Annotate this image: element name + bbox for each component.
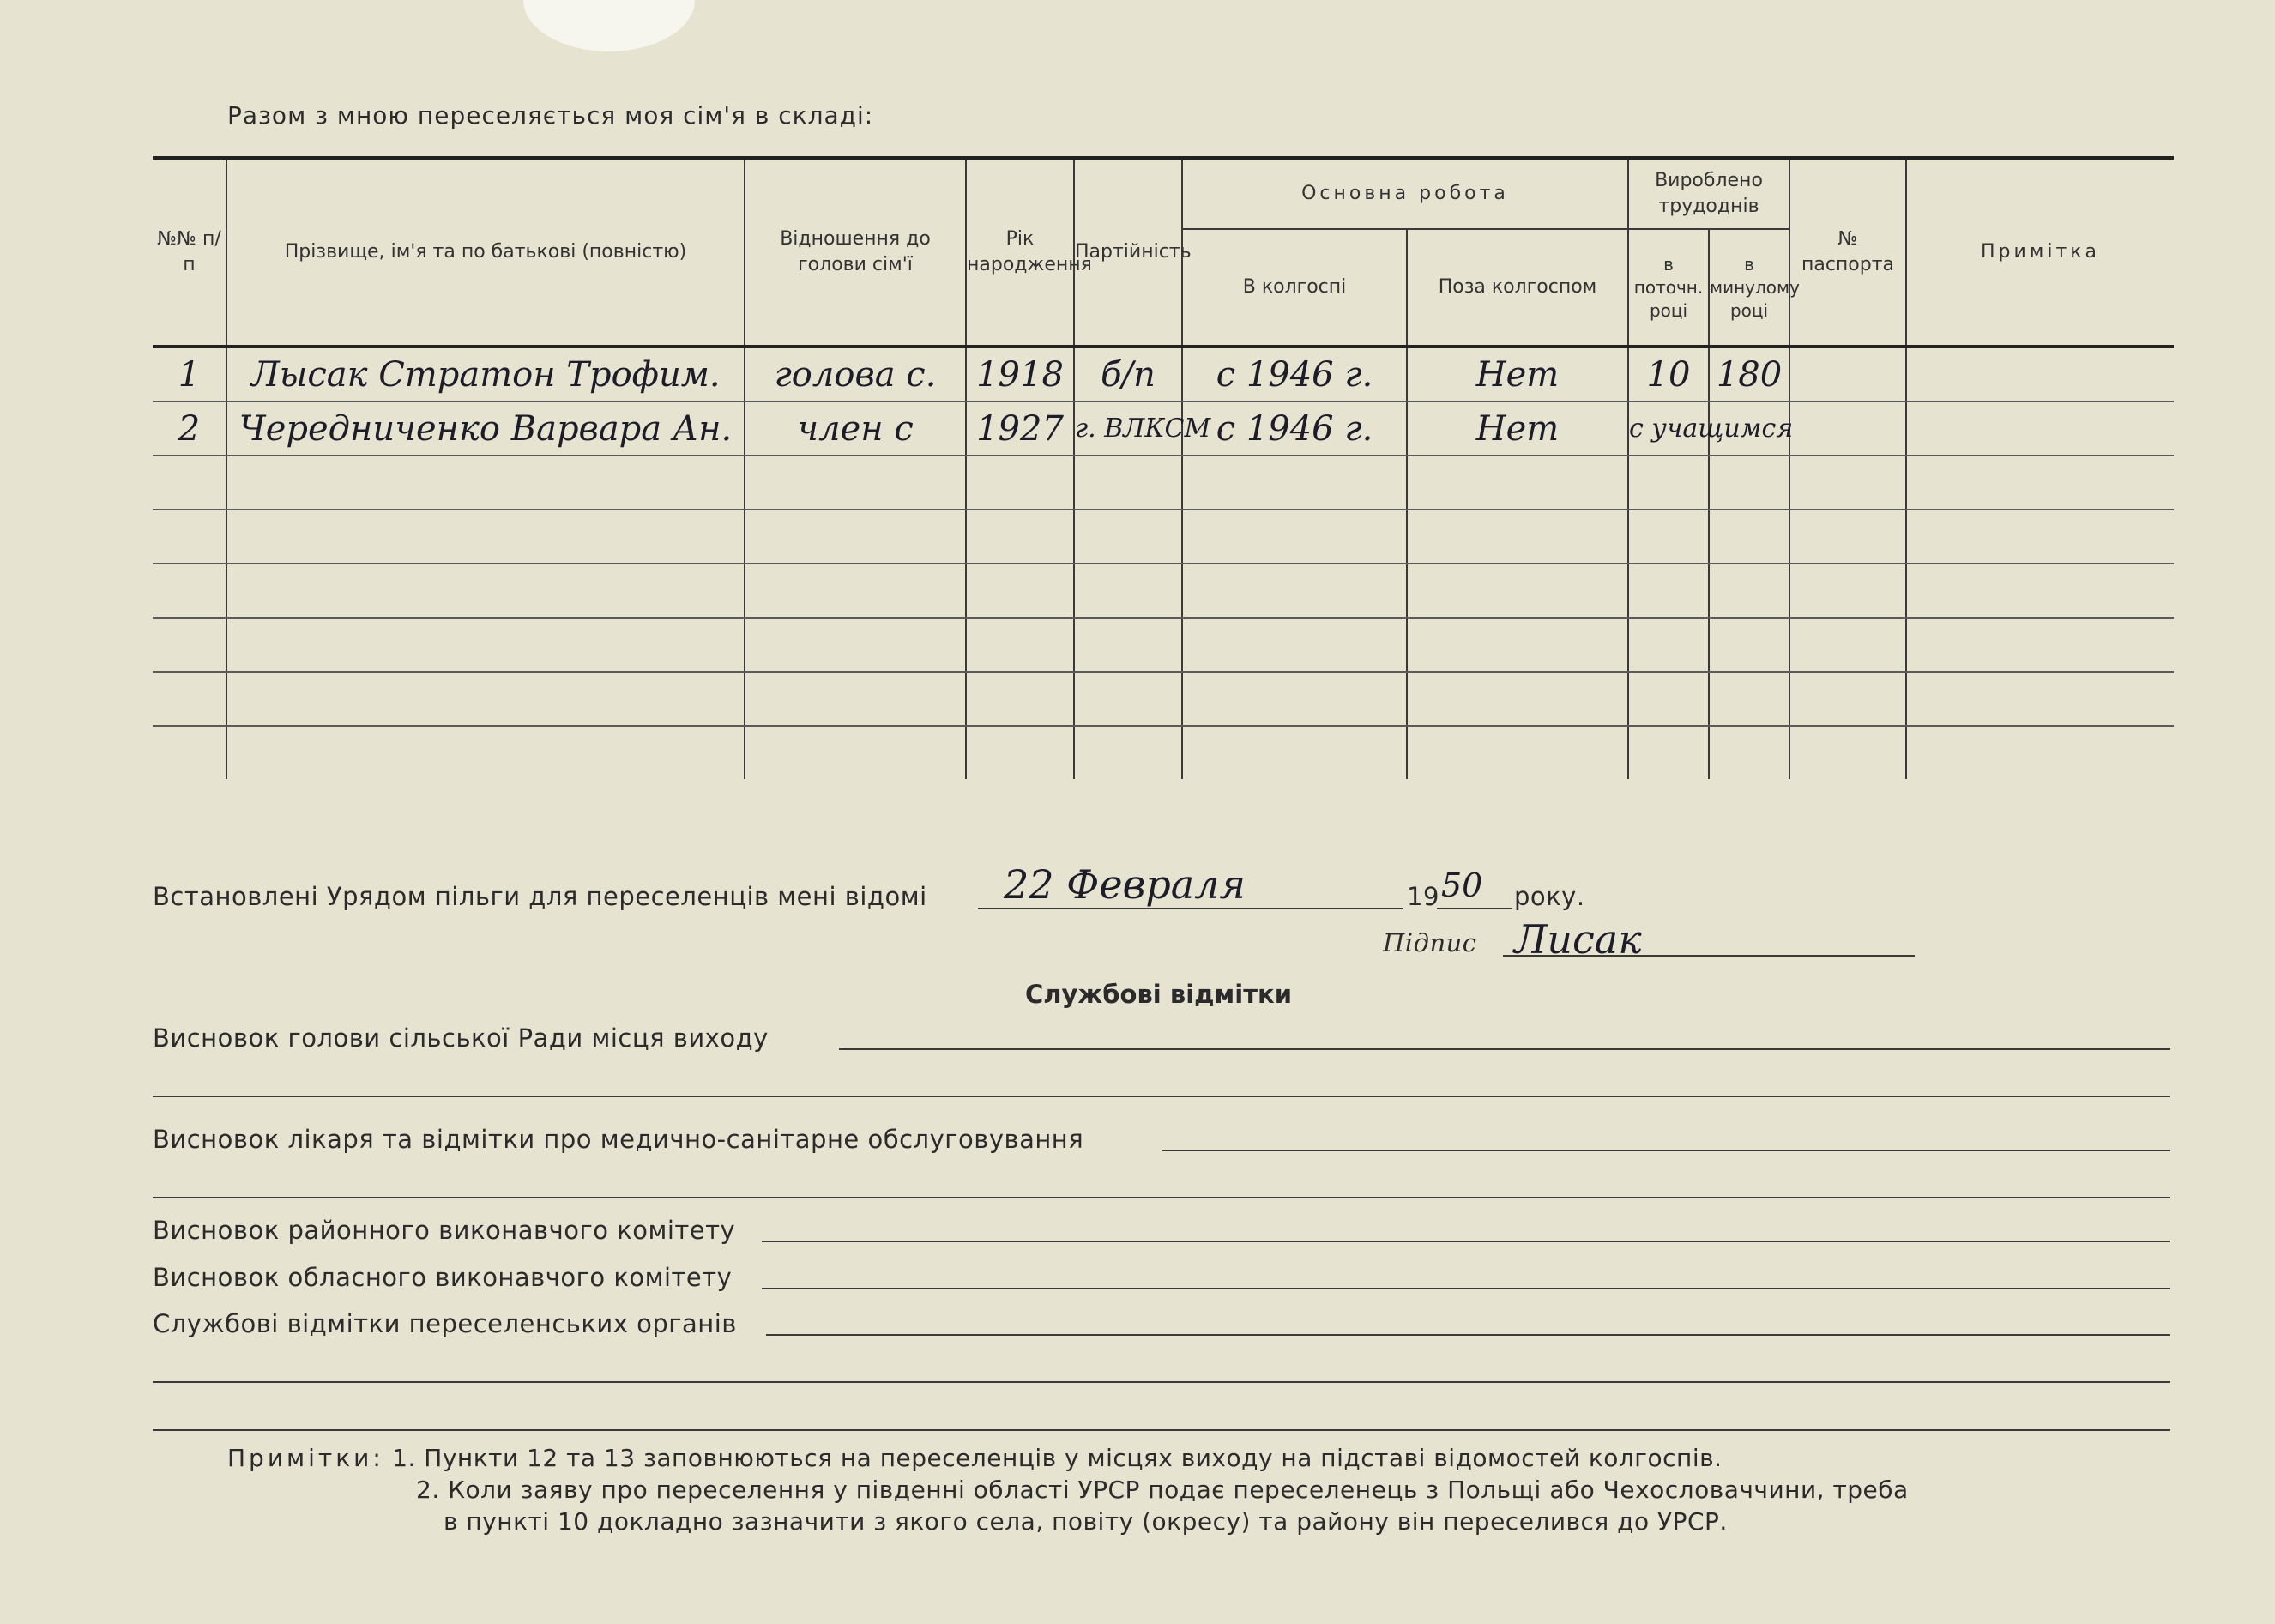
year-prefix: 19	[1407, 882, 1439, 911]
header-outside-kolhosp: Поза колгоспом	[1407, 229, 1628, 347]
header-relation: Відношення до голови сім'ї	[745, 158, 966, 347]
table-row	[153, 347, 2174, 401]
fill-line	[762, 1241, 2170, 1242]
year-line	[1437, 908, 1512, 909]
row-num: 2	[153, 401, 226, 456]
row-in-kolhosp: с 1946 г.	[1182, 401, 1407, 456]
table-row	[153, 456, 2174, 510]
table-row	[153, 401, 2174, 456]
conclusion-village-council: Висновок голови сільської Ради місця виходу	[153, 1023, 769, 1053]
resettlement-service-marks: Службові відмітки переселенських органів	[153, 1309, 737, 1338]
note-1-text: 1. Пункти 12 та 13 заповнюються на переселенців у місцях виходу на підставі відомостей колгоспів.	[392, 1444, 1723, 1472]
conclusion-district-committee: Висновок районного виконавчого комітету	[153, 1216, 736, 1245]
year-suffix: 50	[1441, 866, 1483, 904]
row-workdays-current: с учащимся	[1628, 401, 1709, 456]
row-workdays-current: 10	[1628, 347, 1709, 401]
row-note	[1906, 347, 2174, 401]
header-year: Рік народження	[966, 158, 1074, 347]
row-name: Чередниченко Варвара Ан.	[226, 401, 745, 456]
row-outside: Нет	[1407, 401, 1628, 456]
footnote-1	[227, 1443, 1909, 1475]
row-passport	[1789, 401, 1906, 456]
service-marks-title: Службові відмітки	[1025, 980, 1293, 1009]
fill-line	[153, 1096, 2170, 1097]
header-in-kolhosp: В колгоспі	[1182, 229, 1407, 347]
header-party: Партійність	[1074, 158, 1182, 347]
fill-line	[762, 1288, 2170, 1289]
conclusion-regional-committee: Висновок обласного виконавчого комітету	[153, 1263, 733, 1292]
row-party: г. ВЛКСМ	[1074, 401, 1182, 456]
table-row	[153, 672, 2174, 726]
row-in-kolhosp: с 1946 г.	[1182, 347, 1407, 401]
date-line	[978, 908, 1403, 909]
row-name: Лысак Стратон Трофим.	[226, 347, 745, 401]
intro-text: Разом з мною переселяється моя сім'я в складі:	[227, 101, 874, 130]
benefits-date: 22 Февраля	[1004, 861, 1246, 908]
family-table	[153, 156, 2174, 779]
row-passport	[1789, 347, 1906, 401]
year-word: року.	[1514, 882, 1585, 911]
row-outside: Нет	[1407, 347, 1628, 401]
conclusion-doctor: Висновок лікаря та відмітки про медично-санітарне обслуговування	[153, 1125, 1084, 1154]
row-year: 1918	[966, 347, 1074, 401]
header-current-year: в поточн. році	[1628, 229, 1709, 347]
signature: Лисак	[1514, 916, 1642, 963]
fill-line	[766, 1334, 2170, 1336]
row-party: б/п	[1074, 347, 1182, 401]
row-relation: голова с.	[745, 347, 966, 401]
header-passport: № паспорта	[1789, 158, 1906, 347]
punch-hole	[523, 0, 695, 51]
row-num: 1	[153, 347, 226, 401]
table-row	[153, 726, 2174, 779]
header-num: №№ п/п	[153, 158, 226, 347]
note-2-line-1: 2. Коли заяву про переселення у південні області УРСР подає переселенець з Польщі або Чехословаччини, треба	[416, 1475, 1909, 1504]
note-2-line-2: в пункті 10 докладно зазначити з якого села, повіту (окресу) та району він переселився до УРСР.	[444, 1506, 1728, 1536]
fill-line	[153, 1381, 2170, 1383]
fill-line	[1162, 1150, 2170, 1151]
row-workdays-last: 180	[1709, 347, 1789, 401]
row-relation: член с	[745, 401, 966, 456]
table-row	[153, 510, 2174, 564]
signature-label: Підпис	[1383, 928, 1477, 957]
header-last-year: в минулому році	[1709, 229, 1789, 347]
header-note: Примітка	[1906, 158, 2174, 347]
notes-label: Примітки:	[227, 1444, 384, 1472]
row-note	[1906, 401, 2174, 456]
benefits-text: Встановлені Урядом пільги для переселенців мені відомі	[153, 882, 927, 911]
fill-line	[153, 1197, 2170, 1198]
footnotes	[227, 1443, 1909, 1538]
header-main-work: Основна робота	[1182, 158, 1628, 229]
table-row	[153, 618, 2174, 672]
fill-line	[839, 1048, 2170, 1050]
row-year: 1927	[966, 401, 1074, 456]
table-row	[153, 564, 2174, 618]
header-name: Прізвище, ім'я та по батькові (повністю)	[226, 158, 745, 347]
header-workdays: Вироблено трудоднів	[1628, 158, 1789, 229]
fill-line	[153, 1429, 2170, 1431]
